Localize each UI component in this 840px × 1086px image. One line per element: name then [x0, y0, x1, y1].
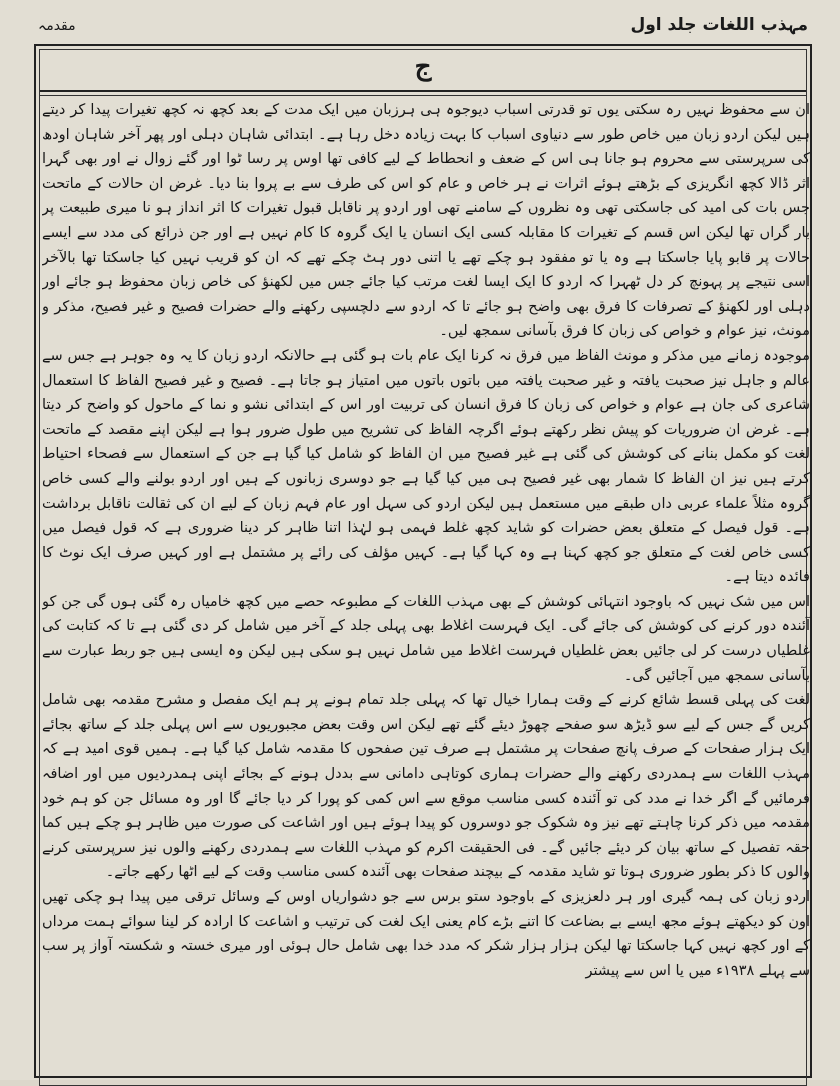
book-title: مہذب اللغات جلد اول — [630, 15, 808, 35]
paragraph: موجودہ زمانے میں مذکر و مونث الفاظ میں فرق نہ کرنا ایک عام بات ہو گئی ہے حالانکہ اردو زبان کا یہ وہ جوہر ہے جس سے عالم و جاہل نیز صحبت یافتہ و غیر صحبت یافتہ میں باتوں باتوں میں امتیاز ہو جاتا ہے۔ فصیح و غیر فصیح الفاظ کا استعمال شاعری کی جان ہے عوام و خواص کی زبان کا فرق انسان کی تربیت اور اس کے ابتدائی نشو و نما کے ماحول کو واضح کر دیتا ہے۔ غرض ان ضروریات کو پیش نظر رکھتے ہوئے اگرچہ الفاظ کی تشریح میں طول ضرور ہوا ہے لیکن اپنے مقصد کے ماتحت لغت کو مکمل بنانے کی کوشش کی گئی ہے غیر فصیح میں ان الفاظ کو شامل کیا گیا ہے جن کے استعمال سے فصحاء احتیاط کرتے ہیں نیز ان الفاظ کا شمار بھی غیر فصیح ہی میں کیا گیا ہے جو دوسری زبانوں کے ہیں اور اردو بولنے والے کسی خاص گروہ مثلاً علماء عربی داں طبقے میں مستعمل ہیں لیکن اردو کی سہل اور عام فہم زبان کے لیے ان کی ثقالت ناقابل برداشت ہے۔ قول فیصل کے متعلق بعض حضرات کو شاید کچھ غلط فہمی ہو لہٰذا اتنا ظاہر کر دینا ضروری ہے کہ قول فیصل میں کسی خاص لغت کے متعلق جو کچھ کہنا ہے وہ کہا گیا ہے۔ کہیں مؤلف کی رائے پر مشتمل ہے اور کہیں صرف ایک نوٹ کا فائدہ دیتا ہے۔ — [42, 347, 810, 586]
page-number-label: ج — [414, 52, 432, 82]
header-rule-thin — [40, 95, 806, 96]
paragraph: لغت کی پہلی قسط شائع کرنے کے وقت ہمارا خیال تھا کہ پہلی جلد تمام ہونے پر ہم ایک مفصل و مشرح مقدمہ بھی شامل کریں گے جس کے لیے سو ڈیڑھ سو صفحے چھوڑ دیئے گئے تھے لیکن اس وقت بعض مجبوریوں سے اس پہلی جلد کے ساتھ بجائے ایک ہزار صفحات کے صرف پانچ صفحات پر مشتمل ہے صرف تین صفحوں کا مقدمہ شامل کیا گیا ہے۔ ہمیں قوی امید ہے کہ مہذب اللغات سے ہمدردی رکھنے والے حضرات ہماری کوتاہی دامانی سے بددل ہونے کے بجائے اپنی ہمدردیوں میں اور اضافہ فرمائیں گے اگر خدا نے مدد کی تو آئندہ کسی مناسب موقع سے اس کمی کو پورا کر دیا جائے گا اور وہ مسائل جن کو ہم خود مقدمہ میں ذکر کرنا چاہتے تھے نیز وہ شکوک جو دوسروں کو پیدا ہوئے ہیں اور اشاعت کی صورت میں ظاہر ہو چکے ہیں کما حقہ تفصیل کے ساتھ بیان کر دیئے جائیں گے۔ فی الحقیقت اکرم کو مہذب اللغات سے ہمدردی رکھنے والوں نیز سرپرستی کرنے والوں کا ذکر بطور ضروری ہوتا تو شاید مقدمہ کے بیچند صفحات بھی آئندہ کسی مناسب وقت کے لیے اٹھا رکھے جاتے۔ — [42, 692, 810, 881]
section-name: مقدمہ — [38, 18, 76, 34]
paragraph: اس میں شک نہیں کہ باوجود انتہائی کوشش کے بھی مہذب اللغات کے مطبوعہ حصے میں کچھ خامیاں رہ گئی ہوں گی جن کو آئندہ دور کرنے کی کوشش کی جائے گی۔ ایک فہرست اغلاط بھی پہلی جلد کے آخر میں شامل کر دی گئی ہے تا کہ کتابت کی غلطیاں درست کر لی جائیں بعض غلطیاں فہرست اغلاط میں شامل نہیں ہو سکی ہیں لیکن وہ ایسی ہیں جو ربط عبارت سے بآسانی سمجھ میں آجائیں گی۔ — [42, 593, 810, 684]
paragraph: اردو زبان کی ہمہ گیری اور ہر دلعزیزی کے باوجود ستو برس سے جو دشواریاں اوس کے وسائل ترقی میں پیدا ہو چکی تھیں اون کو دیکھتے ہوئے مجھ ایسے بے بضاعت کا اتنے بڑے کام یعنی ایک لغت کی ترتیب و اشاعت کا ارادہ کر لینا سوائے ہمت مرداں کے اور کچھ نہیں کہا جاسکتا تھا لیکن ہزار ہزار شکر کہ مدد خدا بھی شامل حال ہوئی اور میری خستہ و شکستہ آواز پر سب سے پہلے ۱۹۳۸ء میں یا اس سے پیشتر — [42, 889, 810, 979]
paragraph: ان سے محفوظ نہیں رہ سکتی یوں تو قدرتی اسباب دیوجوہ ہی ہرزبان میں ایک مدت کے بعد کچھ نہ کچھ تغیرات پیدا کر دیتے ہیں لیکن اردو زبان میں خاص طور سے دنیاوی اسباب کا بہت زیادہ دخل رہا ہے۔ ابتدائی شاہان دہلی اور پھر آخر شاہان اودھ کی سرپرستی سے محروم ہو جانا ہی اس کے ضعف و انحطاط کے لیے کافی تھا اوس پر رسا ٹوا اور گئے زوال نے اور بھی گہرا اثر ڈالا کچھ انگریزی کے بڑھتے ہوئے اثرات نے ہر خاص و عام کو اس کی طرف سے بے پروا بنا دیا۔ غرض ان حالات کے ماتحت جس بات کی امید کی جاسکتی تھی وہ نظروں کے سامنے تھی اور اردو پر ناقابل قبول تغیرات کا اثر انداز ہو نا میری طبیعت پر بار گراں تھا لیکن اس قسم کے تغیرات کا مقابلہ کسی ایک انسان یا ایک گروہ کا کام نہیں ہے اور جن ذرائع کی مدد سے ایسے حالات پر قابو پایا جاسکتا ہے وہ یا تو مفقود ہو چکے تھے یا اتنی دور ہٹ چکے تھے کہ ان کو قریب نہیں کیا جاسکتا تھا بالآخر اسی نتیجے پر پہونچ کر دل ٹھہرا کہ اردو کا ایک ایسا لغت مرتب کیا جائے جس میں لکھنؤ کی خاص زبان محفوظ ہو جائے اور دہلی اور لکھنؤ کے تصرفات کا فرق بھی واضح ہو جائے تا کہ اردو سے دلچسپی رکھنے والے حضرات فصیح و غیر فصیح، مذکر و مونث، نیز عوام و خواص کی زبان کا فرق بآسانی سمجھ لیں۔ — [42, 102, 810, 340]
body-text — [42, 98, 810, 1078]
header-rule — [40, 90, 806, 92]
running-head — [30, 10, 816, 44]
